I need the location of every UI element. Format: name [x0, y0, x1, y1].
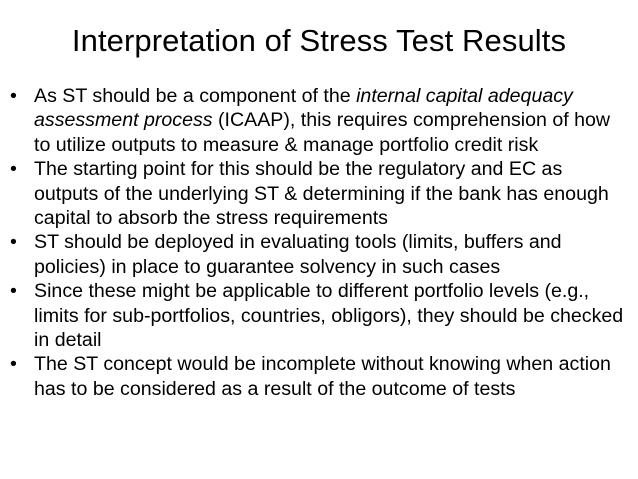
slide-title: Interpretation of Stress Test Results	[71, 23, 567, 58]
bullet-text-segment: The starting point for this should be the regulatory and EC as outputs of the underlying ST & determining if the bank has enough capital to absorb the stress requirements	[34, 158, 609, 230]
bullet-text	[34, 280, 623, 351]
bullet-dot-icon: •	[10, 158, 17, 181]
bullet-text-italic-segment: internal capital adequacy assessment process	[34, 85, 573, 132]
bullet-dot-icon: •	[10, 85, 17, 107]
bullet-item	[10, 157, 630, 230]
bullet-text	[34, 231, 562, 277]
bullet-text-segment: Since these might be applicable to different portfolio levels (e.g., limits for sub-portfolios, countries, obligors), they should be checked in detail	[34, 280, 624, 352]
bullet-text	[34, 85, 610, 156]
bullet-item	[10, 352, 630, 401]
bullet-text	[34, 158, 609, 229]
bullet-dot-icon: •	[10, 353, 17, 376]
bullet-item	[10, 84, 630, 157]
bullet-item	[10, 230, 630, 279]
bullet-text-segment: As ST should be a component of the	[34, 85, 357, 107]
bullet-dot-icon: •	[10, 231, 17, 254]
bullet-text-segment: (ICAAP), this requires comprehension of how to utilize outputs to measure & manage portfolio credit risk	[34, 109, 611, 156]
bullet-text	[34, 353, 611, 399]
bullet-text-segment: The ST concept would be incomplete without knowing when action has to be considered as a result of the outcome of tests	[34, 353, 611, 400]
bullet-list	[10, 84, 630, 401]
bullet-item	[10, 279, 630, 352]
bullet-dot-icon: •	[10, 280, 17, 303]
bullet-text-segment: ST should be deployed in evaluating tools (limits, buffers and policies) in place to guarantee solvency in such cases	[34, 231, 562, 278]
